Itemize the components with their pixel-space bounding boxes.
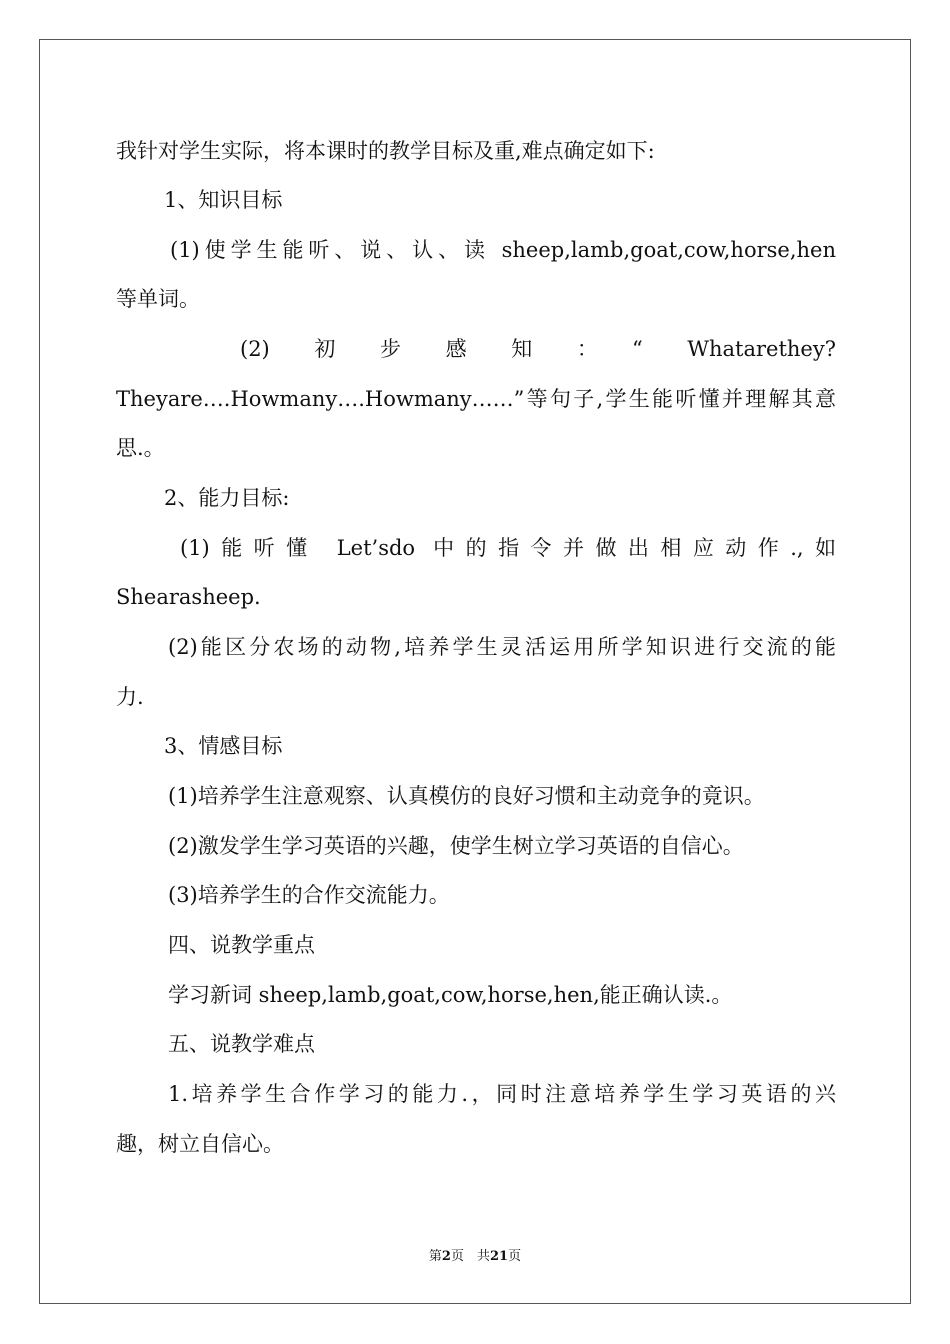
paragraph-line: 学习新词 sheep,lamb,goat,cow,horse,hen,能正确认读.。 xyxy=(168,983,733,1007)
paragraph-line: 1.培养学生合作学习的能力.，同时注意培养学生学习英语的兴 xyxy=(168,1082,836,1106)
paragraph-line: 等单词。 xyxy=(116,287,200,311)
paragraph-line: (1)能听懂 Let’sdo 中的指令并做出相应动作.,如 xyxy=(180,536,836,560)
paragraph-line: (1)使学生能听、说、认、读 sheep,lamb,goat,cow,horse,hen xyxy=(170,238,836,262)
page-border xyxy=(39,39,911,1304)
section-heading-key-points: 四、说教学重点 xyxy=(168,933,315,957)
paragraph-line: 思.。 xyxy=(116,436,165,460)
paragraph-line: (2) 初 步 感 知 ： “ Whatarethey? xyxy=(240,337,836,361)
paragraph-line: (3)培养学生的合作交流能力。 xyxy=(168,883,450,907)
section-heading-difficulties: 五、说教学难点 xyxy=(168,1032,315,1056)
section-heading-knowledge: 1、知识目标 xyxy=(164,188,283,212)
paragraph-line: 力. xyxy=(116,685,144,709)
footer-suffix: 页 xyxy=(508,1249,522,1264)
footer-mid: 页 共 xyxy=(450,1249,490,1264)
footer-prefix: 第 xyxy=(428,1249,442,1264)
total-page-number: 21 xyxy=(489,1249,509,1264)
section-heading-ability: 2、能力目标: xyxy=(164,486,290,510)
paragraph-line: 我针对学生实际，将本课时的教学目标及重,难点确定如下: xyxy=(116,139,655,163)
paragraph-line: (2)激发学生学习英语的兴趣，使学生树立学习英语的自信心。 xyxy=(168,834,744,858)
page-footer xyxy=(0,1248,950,1266)
section-heading-emotion: 3、情感目标 xyxy=(164,734,283,758)
paragraph-line: (2)能区分农场的动物,培养学生灵活运用所学知识进行交流的能 xyxy=(168,635,836,659)
paragraph-line: Theyare….Howmany….Howmany……”等句子,学生能听懂并理解其意 xyxy=(116,387,836,411)
paragraph-line: 趣，树立自信心。 xyxy=(116,1132,284,1156)
current-page-number: 2 xyxy=(441,1249,451,1264)
paragraph-line: Shearasheep. xyxy=(116,585,261,609)
paragraph-line: (1)培养学生注意观察、认真模仿的良好习惯和主动竞争的竟识。 xyxy=(168,784,765,808)
